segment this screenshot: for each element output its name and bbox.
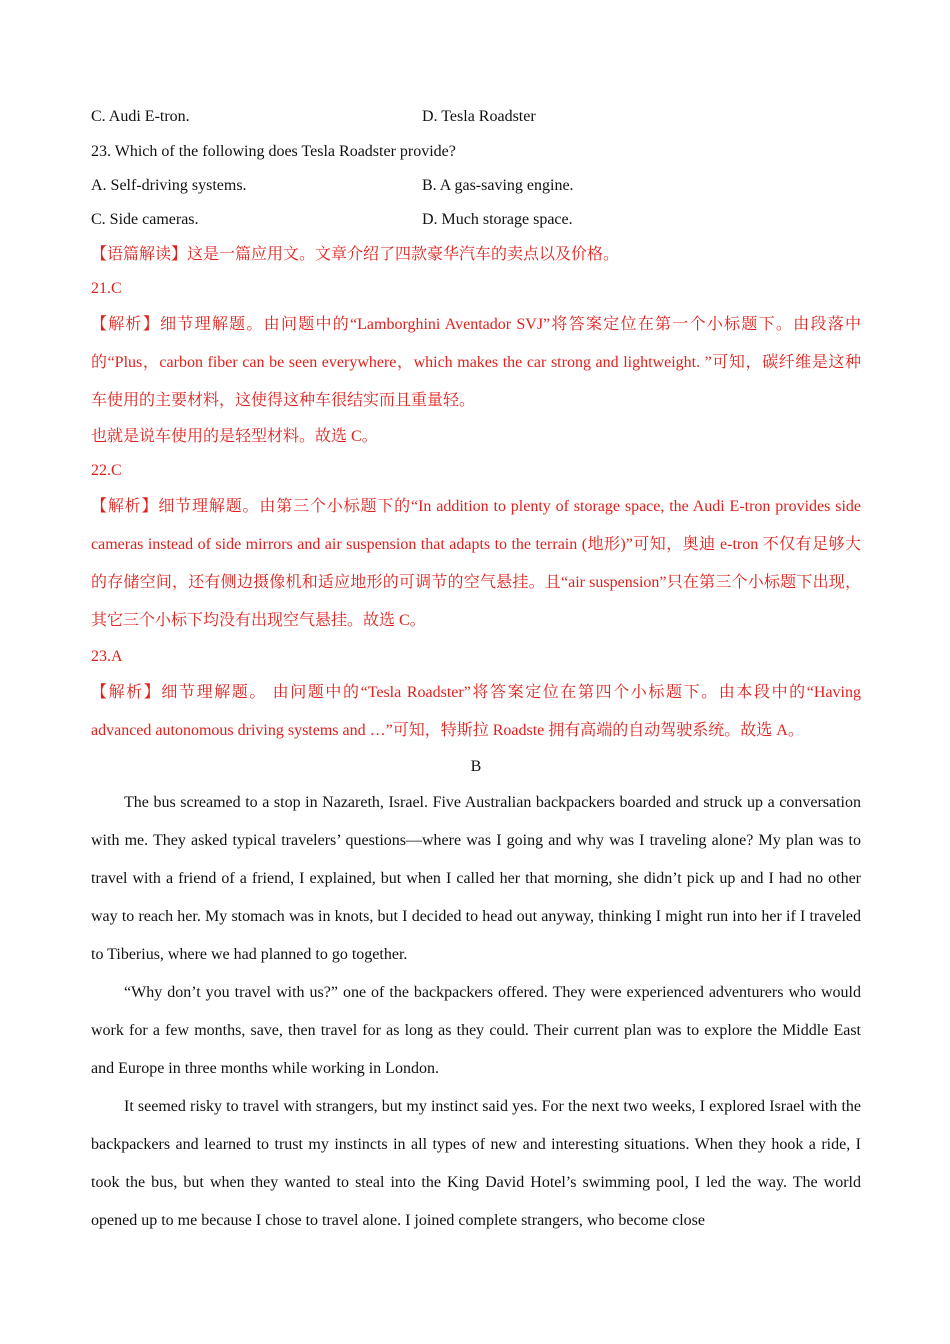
- answer-label-22: 22.C: [91, 461, 122, 479]
- answer-label-23: 23.A: [91, 647, 123, 665]
- q23-option-c: C. Side cameras.: [91, 211, 199, 228]
- q23-question: 23. Which of the following does Tesla Roadster provide?: [91, 142, 456, 160]
- q23-options-row-ab: [91, 169, 861, 204]
- answer-label-21: 21.C: [91, 279, 122, 297]
- answer-analysis-22: 【解析】细节理解题。由第三个小标题下的“In addition to plenty of storage space, the Audi E-tron provides side cameras instead of side mirrors and air suspension that adapts to the terrain (地形)”可知，奥迪 e-tron 不仅有足够大的存储空间，还有侧边摄像机和适应地形的可调节的空气悬挂。且“air suspension”只在第三个小标题下出现，其它三个小标下均没有出现空气悬挂。故选 C。: [91, 497, 861, 629]
- q22-option-d: D. Tesla Roadster: [422, 108, 536, 125]
- passage-paragraph-1: The bus screamed to a stop in Nazareth, Israel. Five Australian backpackers boarded and struck up a conversation with me. They asked typical travelers’ questions—where was I going and why was I traveling alone? My plan was to travel with a friend of a friend, I explained, but when I called her that morning, she didn’t pick up and I had no other way to reach her. My stomach was in knots, but I decided to head out anyway, thinking I might run into her if I traveled to Tiberius, where we had planned to go together.: [91, 793, 861, 963]
- q23-option-d: D. Much storage space.: [422, 211, 573, 228]
- answer-analysis-21: 【解析】细节理解题。由问题中的“Lamborghini Aventador SVJ”将答案定位在第一个小标题下。由段落中的“Plus，carbon fiber can be seen everywhere，which makes the car strong and lightweight. ”可知，碳纤维是这种车使用的主要材料，这使得这种车很结实而且重量轻。: [91, 315, 861, 409]
- q22-option-c: C. Audi E-tron.: [91, 108, 190, 125]
- section-heading-b: B: [470, 757, 482, 775]
- passage-paragraph-3: It seemed risky to travel with strangers, but my instinct said yes. For the next two weeks, I explored Israel with the backpackers and learned to trust my instincts in all types of new and interesting situations. When they hook a ride, I took the bus, but when they wanted to steal into the King David Hotel’s swimming pool, I led the way. The world opened up to me because I chose to travel alone. I joined complete strangers, who become close: [91, 1097, 861, 1229]
- q23-option-b: B. A gas-saving engine.: [422, 176, 574, 194]
- q23-option-a: A. Self-driving systems.: [91, 176, 247, 194]
- q22-options-row-cd: [91, 100, 861, 135]
- passage-paragraph-2: “Why don’t you travel with us?” one of the backpackers offered. They were experienced adventurers who would work for a few months, save, then travel for as long as they could. Their current plan was to explore the Middle East and Europe in three months while working in London.: [91, 983, 861, 1077]
- document-page: [91, 100, 861, 1240]
- reading-overview: 【语篇解读】这是一篇应用文。文章介绍了四款豪华汽车的卖点以及价格。: [91, 245, 620, 263]
- q23-options-row-cd: [91, 203, 861, 238]
- answer-analysis-23: 【解析】细节理解题。 由问题中的“Tesla Roadster”将答案定位在第四个小标题下。由本段中的“Having advanced autonomous driving systems and …”可知，特斯拉 Roadste 拥有高端的自动驾驶系统。故选 A。: [91, 683, 861, 739]
- answer-analysis-21-extra: 也就是说车使用的是轻型材料。故选 C。: [91, 427, 378, 445]
